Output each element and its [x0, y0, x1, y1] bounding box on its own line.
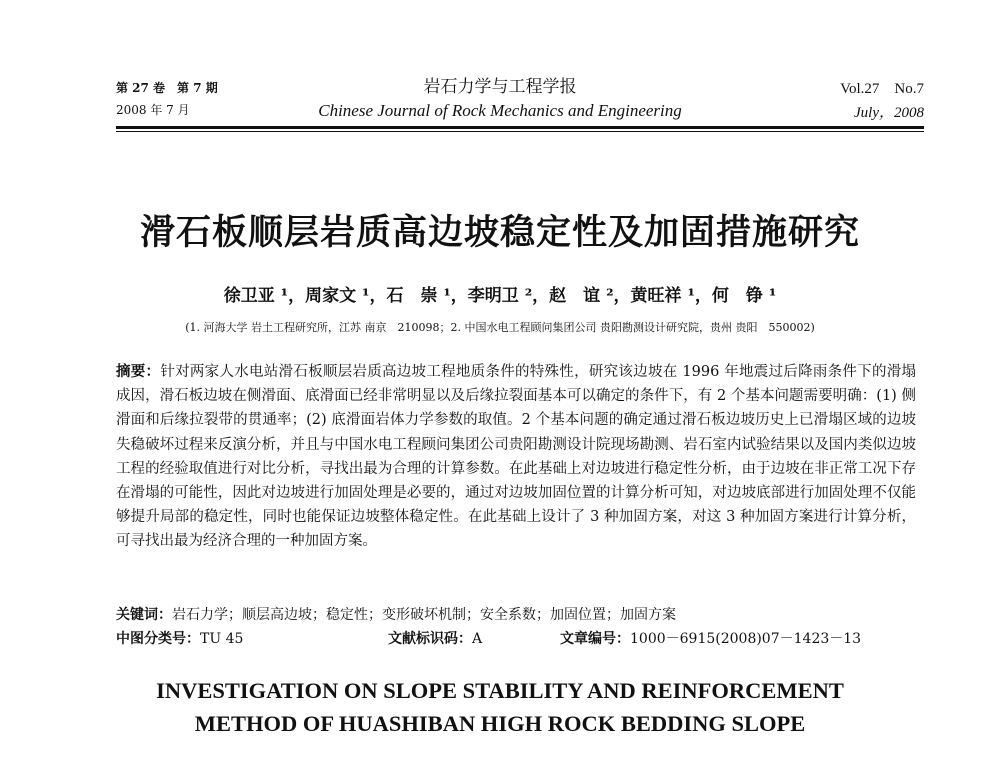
keywords-text: 岩石力学；顺层高边坡；稳定性；变形破坏机制；安全系数；加固位置；加固方案	[172, 607, 676, 623]
article-title: 滑石板顺层岩质高边坡稳定性及加固措施研究	[139, 213, 860, 253]
article-number-value: 1000－6915(2008)07－1423－13	[630, 631, 862, 647]
journal-volume-info	[116, 77, 218, 121]
author-list: 徐卫亚 ¹，周家文 ¹，石 崇 ¹，李明卫 ²，赵 谊 ²，黄旺祥 ¹，何 铮 ¹	[223, 286, 777, 306]
publication-date-en: July，2008	[854, 105, 924, 121]
header-rule-thin	[116, 131, 924, 132]
abstract-text: 针对两家人水电站滑石板顺层岩质高边坡工程地质条件的特殊性，研究该边坡在 1996 年地震过后降雨条件下的滑塌成因，滑石板边坡在侧滑面、底滑面已经非常明显以及后缘拉裂面基本可以确定的条件下，有 2 个基本问题需要明确：(1) 侧滑面和后缘拉裂带的贯通率；(2) 底滑面岩体力学参数的取值。2 个基本问题的确定通过滑石板边坡历史上已滑塌区域的边坡失稳破坏过程来反演分析，并且与中国水电工程顾问集团公司贵阳勘测设计院现场勘测、岩石室内试验结果以及国内类似边坡工程的经验取值进行对比分析，寻找出最为合理的计算参数。在此基础上对边坡进行稳定性分析，由于边坡在非正常工况下存在滑塌的可能性，因此对边坡进行加固处理是必要的，通过对边坡加固位置的计算分析可知，对边坡底部进行加固处理不仅能够提升局部的稳定性，同时也能保证边坡整体稳定性。在此基础上设计了 3 种加固方案，对这 3 种加固方案进行计算分析，可寻找出最为经济合理的一种加固方案。	[116, 364, 917, 550]
document-code-value: A	[472, 631, 483, 647]
classification-row	[116, 627, 916, 651]
clc-number	[116, 631, 243, 647]
publication-date-cn: 2008 年 7 月	[116, 103, 190, 117]
affiliations: (1. 河海大学 岩土工程研究所，江苏 南京 210098；2. 中国水电工程顾问集团公司 贵阳勘测设计研究院，贵州 贵阳 550002)	[185, 321, 815, 334]
clc-value: TU 45	[200, 631, 244, 647]
clc-label: 中图分类号：	[116, 631, 200, 647]
document-code-label: 文献标识码：	[388, 631, 472, 647]
keywords	[116, 603, 916, 627]
english-title-line-1: INVESTIGATION ON SLOPE STABILITY AND REINFORCEMENT	[156, 678, 844, 703]
journal-name-en: Chinese Journal of Rock Mechanics and Engineering	[318, 101, 682, 120]
article-number-label: 文章编号：	[560, 631, 630, 647]
abstract	[116, 360, 916, 554]
article-number	[560, 627, 861, 651]
journal-volume-info-en	[840, 77, 924, 125]
document-code	[388, 627, 482, 651]
volume-issue: 第 27 卷 第 7 期	[116, 81, 218, 95]
header-rule-thick	[116, 126, 924, 129]
english-title-line-2: METHOD OF HUASHIBAN HIGH ROCK BEDDING SLOPE	[194, 711, 806, 736]
abstract-label: 摘要：	[116, 364, 161, 380]
keywords-label: 关键词：	[116, 607, 172, 623]
journal-name-cn: 岩石力学与工程学报	[423, 77, 577, 97]
english-title	[0, 674, 1000, 740]
volume-number-en: Vol.27 No.7	[840, 81, 924, 97]
journal-name	[290, 75, 710, 123]
